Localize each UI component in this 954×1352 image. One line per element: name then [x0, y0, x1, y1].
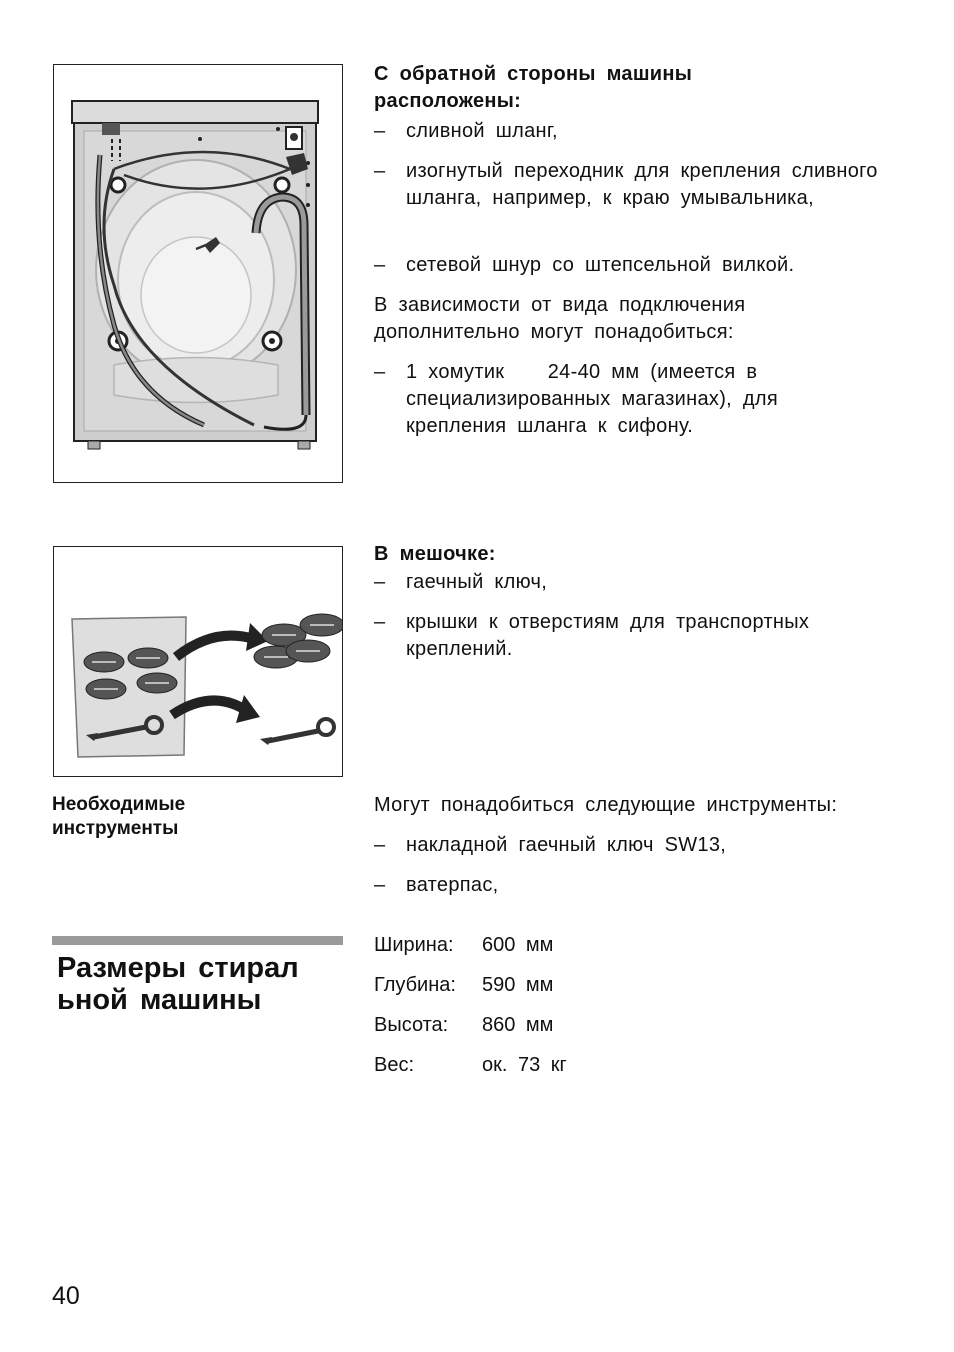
bag-contents-illustration — [54, 547, 342, 776]
dimension-label: Ширина: — [374, 934, 454, 956]
page-number: 40 — [52, 1282, 80, 1310]
tools-side-label: Необходимые инструменты — [52, 794, 186, 839]
machine-back-illustration — [54, 65, 342, 482]
dash-marker: – — [374, 834, 386, 856]
list-item-text: сетевой шнур со штепсельной вилкой. — [406, 254, 795, 276]
dash-marker: – — [374, 361, 386, 383]
list-item-text: крышки к отверстиям для транспортных креплений. — [406, 611, 810, 660]
dash-marker: – — [374, 160, 386, 182]
dash-marker: – — [374, 120, 386, 142]
tools-intro: Могут понадобиться следующие инструменты: — [374, 794, 838, 816]
section-rule — [52, 936, 343, 945]
dash-marker: – — [374, 874, 386, 896]
list-item-text: гаечный ключ, — [406, 571, 548, 593]
dimension-label: Высота: — [374, 1014, 449, 1036]
machine-back-figure — [53, 64, 343, 483]
dash-marker: – — [374, 611, 386, 633]
dimension-value: 600 мм — [482, 934, 554, 956]
dash-marker: – — [374, 571, 386, 593]
list-item-text: ватерпас, — [406, 874, 499, 896]
section2-heading: В мешочке: — [374, 543, 496, 565]
section1-paragraph: В зависимости от вида подключения дополнительно могут понадобиться: — [374, 294, 746, 343]
dimension-value: 590 мм — [482, 974, 554, 996]
dimension-label: Вес: — [374, 1054, 415, 1076]
dimension-value: ок. 73 кг — [482, 1054, 567, 1076]
list-item-text: 1 хомутик 24-40 мм (имеется в специализированных магазинах), для крепления шланга к сифону. — [406, 361, 789, 437]
dimensions-title: Размеры стирал ьной машины — [57, 952, 299, 1016]
list-item-text: сливной шланг, — [406, 120, 558, 142]
section1-heading: С обратной стороны машины расположены: — [374, 63, 693, 112]
bag-contents-figure — [53, 546, 343, 777]
dimension-value: 860 мм — [482, 1014, 554, 1036]
list-item-text: накладной гаечный ключ SW13, — [406, 834, 727, 856]
dash-marker: – — [374, 254, 386, 276]
list-item-text: изогнутый переходник для крепления сливного шланга, например, к краю умывальника, — [406, 160, 878, 209]
dimension-label: Глубина: — [374, 974, 456, 996]
